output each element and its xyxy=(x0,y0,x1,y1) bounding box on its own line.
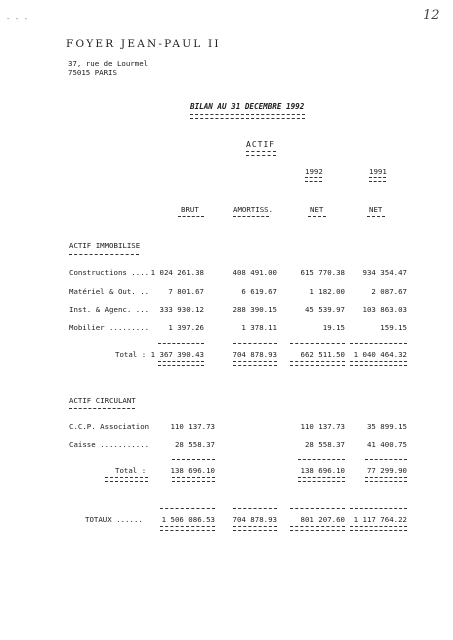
cell-net-1991: 934 354.47 xyxy=(362,268,407,277)
cell-brut: 28 558.37 xyxy=(174,440,215,449)
total-label: Total : xyxy=(115,350,147,359)
report-title-underline xyxy=(190,114,305,119)
cell-net-1992: 45 539.97 xyxy=(304,305,345,314)
total-amortiss: 704 878.93 xyxy=(232,350,277,359)
cell-net-1991: 35 899.15 xyxy=(366,422,407,431)
row-label: Mobilier ......... xyxy=(69,323,150,332)
total-label: Total : xyxy=(115,466,147,475)
cell-net-1992: 28 558.37 xyxy=(304,440,345,449)
total-net-1991: 77 299.90 xyxy=(366,466,407,475)
section-actif-immobilise: ACTIF IMMOBILISE xyxy=(69,241,141,250)
section-title-actif: ACTIF xyxy=(246,140,276,149)
cell-net-1992: 1 182.00 xyxy=(309,287,345,296)
subtotal-rule-net-1991 xyxy=(365,459,407,460)
cell-amortiss: 288 390.15 xyxy=(232,305,277,314)
total-double-rule-net-1991 xyxy=(350,361,407,366)
column-header-brut: BRUT xyxy=(181,205,199,214)
total-net-1991: 1 040 464.32 xyxy=(353,350,407,359)
grand-total-brut: 1 506 086.53 xyxy=(161,515,215,524)
grand-total-double-rule-net-1992 xyxy=(290,526,345,531)
grand-total-double-rule-amortiss xyxy=(233,526,277,531)
page-number-handwritten: 12 xyxy=(423,8,440,23)
total-net-1992: 138 696.10 xyxy=(300,466,345,475)
cell-brut: 1 024 261.38 xyxy=(150,268,204,277)
cell-brut: 333 930.12 xyxy=(159,305,204,314)
corner-mark: - - - xyxy=(6,14,29,23)
row-label: Constructions .... xyxy=(69,268,150,277)
total-double-rule-net-1992 xyxy=(298,477,345,482)
grand-total-rule-net-1991 xyxy=(350,508,407,509)
grand-total-rule-brut xyxy=(160,508,215,509)
report-title: BILAN AU 31 DECEMBRE 1992 xyxy=(190,102,305,111)
section-actif-immobilise-underline xyxy=(69,254,139,255)
grand-total-double-rule-net-1991 xyxy=(350,526,407,531)
column-header-net-1991: NET xyxy=(369,205,383,214)
year-1992: 1992 xyxy=(305,167,323,176)
grand-total-double-rule-brut xyxy=(160,526,215,531)
total-double-rule-brut xyxy=(172,477,215,482)
address-line-1: 37, rue de Lourmel xyxy=(68,59,149,68)
cell-net-1991: 103 863.03 xyxy=(362,305,407,314)
section-title-underline xyxy=(246,151,276,156)
year-1991-underline xyxy=(369,177,386,182)
column-header-amortiss: AMORTISS. xyxy=(233,205,274,214)
column-header-net-1991-underline xyxy=(367,216,385,217)
section-actif-circulant: ACTIF CIRCULANT xyxy=(69,396,136,405)
grand-total-net-1991: 1 117 764.22 xyxy=(353,515,407,524)
row-label: Inst. & Agenc. ... xyxy=(69,305,150,314)
total-brut: 1 367 390.43 xyxy=(150,350,204,359)
subtotal-rule-amortiss xyxy=(233,343,277,344)
year-1992-underline xyxy=(305,177,322,182)
row-label: Caisse ........... xyxy=(69,440,150,449)
subtotal-rule-net-1992 xyxy=(290,343,345,344)
total-brut: 138 696.10 xyxy=(170,466,215,475)
column-header-brut-underline xyxy=(178,216,204,217)
cell-net-1991: 159.15 xyxy=(380,323,407,332)
organization-name: FOYER JEAN-PAUL II xyxy=(66,38,221,50)
cell-net-1992: 110 137.73 xyxy=(300,422,345,431)
cell-net-1991: 41 400.75 xyxy=(366,440,407,449)
cell-brut: 1 397.26 xyxy=(168,323,204,332)
grand-total-rule-amortiss xyxy=(233,508,277,509)
total-double-rule-amortiss xyxy=(233,361,277,366)
subtotal-rule-brut xyxy=(158,343,204,344)
cell-brut: 7 801.67 xyxy=(168,287,204,296)
cell-net-1992: 19.15 xyxy=(322,323,345,332)
total-label-double-rule xyxy=(105,477,148,482)
grand-total-net-1992: 801 207.60 xyxy=(300,515,345,524)
grand-total-rule-net-1992 xyxy=(290,508,345,509)
total-double-rule-net-1991 xyxy=(365,477,407,482)
address-line-2: 75015 PARIS xyxy=(68,68,117,77)
section-actif-circulant-underline xyxy=(69,408,135,409)
grand-total-label: TOTAUX ...... xyxy=(85,515,143,524)
column-header-net-1992-underline xyxy=(308,216,326,217)
subtotal-rule-brut xyxy=(172,459,215,460)
total-net-1992: 662 511.50 xyxy=(300,350,345,359)
cell-brut: 110 137.73 xyxy=(170,422,215,431)
cell-net-1992: 615 770.38 xyxy=(300,268,345,277)
cell-amortiss: 1 378.11 xyxy=(241,323,277,332)
year-1991: 1991 xyxy=(369,167,387,176)
subtotal-rule-net-1991 xyxy=(350,343,407,344)
total-double-rule-brut xyxy=(158,361,204,366)
row-label: C.C.P. Association xyxy=(69,422,150,431)
cell-amortiss: 6 619.67 xyxy=(241,287,277,296)
cell-net-1991: 2 087.67 xyxy=(371,287,407,296)
cell-amortiss: 408 491.00 xyxy=(232,268,277,277)
column-header-net-1992: NET xyxy=(310,205,324,214)
row-label: Matériel & Out. .. xyxy=(69,287,150,296)
subtotal-rule-net-1992 xyxy=(298,459,345,460)
column-header-amortiss-underline xyxy=(233,216,269,217)
grand-total-amortiss: 704 878.93 xyxy=(232,515,277,524)
total-double-rule-net-1992 xyxy=(290,361,345,366)
